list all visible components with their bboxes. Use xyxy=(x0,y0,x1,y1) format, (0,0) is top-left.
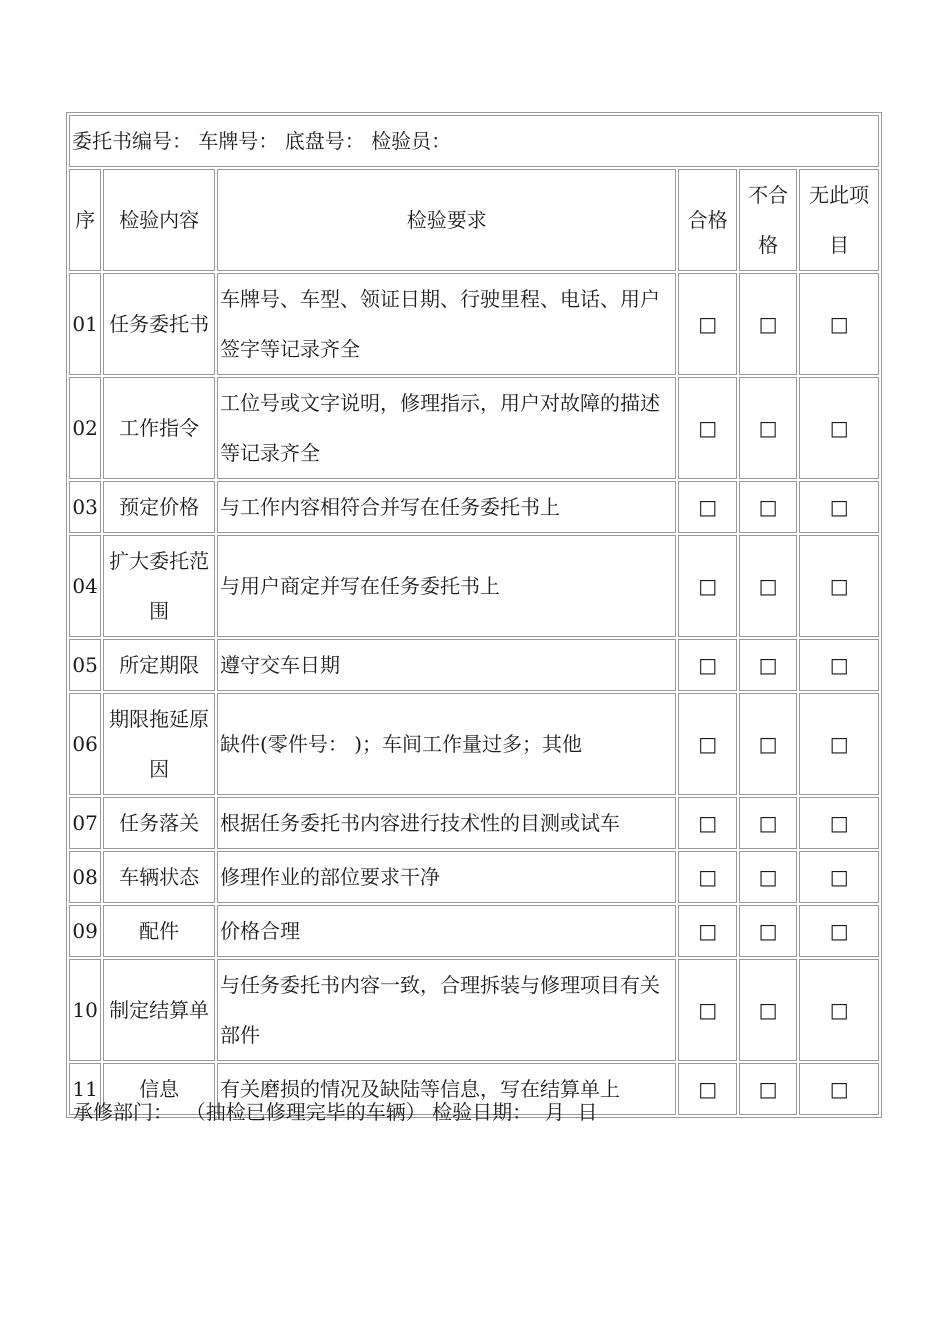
fail-checkbox[interactable]: □ xyxy=(739,377,797,479)
pass-checkbox[interactable]: □ xyxy=(678,535,736,637)
row-seq: 05 xyxy=(69,639,101,691)
table-row xyxy=(69,481,879,533)
row-seq: 04 xyxy=(69,535,101,637)
na-checkbox[interactable]: □ xyxy=(799,1063,879,1115)
row-inspection-content: 所定期限 xyxy=(103,639,215,691)
row-inspection-requirement: 有关磨损的情况及缺陆等信息，写在结算单上 xyxy=(217,1063,676,1115)
form-header-row xyxy=(69,115,879,167)
table-row xyxy=(69,905,879,957)
row-seq: 10 xyxy=(69,959,101,1061)
fail-checkbox[interactable]: □ xyxy=(739,535,797,637)
row-inspection-content: 配件 xyxy=(103,905,215,957)
na-checkbox[interactable]: □ xyxy=(799,535,879,637)
na-checkbox[interactable]: □ xyxy=(799,377,879,479)
table-row xyxy=(69,273,879,375)
row-inspection-content: 任务委托书 xyxy=(103,273,215,375)
row-inspection-requirement: 根据任务委托书内容进行技术性的目测或试车 xyxy=(217,797,676,849)
na-checkbox[interactable]: □ xyxy=(799,693,879,795)
row-seq: 09 xyxy=(69,905,101,957)
column-header-na: 无此项目 xyxy=(799,169,879,271)
row-inspection-content: 信息 xyxy=(103,1063,215,1115)
fail-checkbox[interactable]: □ xyxy=(739,959,797,1061)
row-inspection-content: 工作指令 xyxy=(103,377,215,479)
fail-checkbox[interactable]: □ xyxy=(739,905,797,957)
pass-checkbox[interactable]: □ xyxy=(678,797,736,849)
row-seq: 06 xyxy=(69,693,101,795)
table-row xyxy=(69,535,879,637)
row-inspection-content: 车辆状态 xyxy=(103,851,215,903)
na-checkbox[interactable]: □ xyxy=(799,851,879,903)
fail-checkbox[interactable]: □ xyxy=(739,273,797,375)
fail-checkbox[interactable]: □ xyxy=(739,797,797,849)
pass-checkbox[interactable]: □ xyxy=(678,905,736,957)
column-header-row xyxy=(69,169,879,271)
row-inspection-content: 任务落关 xyxy=(103,797,215,849)
column-header-requirement: 检验要求 xyxy=(217,169,676,271)
pass-checkbox[interactable]: □ xyxy=(678,481,736,533)
fail-checkbox[interactable]: □ xyxy=(739,481,797,533)
row-inspection-content: 预定价格 xyxy=(103,481,215,533)
na-checkbox[interactable]: □ xyxy=(799,273,879,375)
row-inspection-requirement: 与用户商定并写在任务委托书上 xyxy=(217,535,676,637)
row-inspection-requirement: 与任务委托书内容一致，合理拆装与修理项目有关部件 xyxy=(217,959,676,1061)
pass-checkbox[interactable]: □ xyxy=(678,959,736,1061)
fail-checkbox[interactable]: □ xyxy=(739,851,797,903)
column-header-seq: 序 xyxy=(69,169,101,271)
row-inspection-requirement: 遵守交车日期 xyxy=(217,639,676,691)
table-row xyxy=(69,797,879,849)
pass-checkbox[interactable]: □ xyxy=(678,273,736,375)
fail-checkbox[interactable]: □ xyxy=(739,1063,797,1115)
inspection-rows xyxy=(69,273,879,1115)
table-row xyxy=(69,959,879,1061)
table-row xyxy=(69,639,879,691)
row-inspection-content: 制定结算单 xyxy=(103,959,215,1061)
row-inspection-requirement: 与工作内容相符合并写在任务委托书上 xyxy=(217,481,676,533)
na-checkbox[interactable]: □ xyxy=(799,481,879,533)
form-header-line: 委托书编号： 车牌号： 底盘号： 检验员： xyxy=(69,115,879,167)
row-inspection-requirement: 价格合理 xyxy=(217,905,676,957)
pass-checkbox[interactable]: □ xyxy=(678,851,736,903)
inspection-form-table xyxy=(66,112,882,1118)
na-checkbox[interactable]: □ xyxy=(799,905,879,957)
row-seq: 03 xyxy=(69,481,101,533)
table-row xyxy=(69,377,879,479)
row-inspection-requirement: 车牌号、车型、领证日期、行驶里程、电话、用户签字等记录齐全 xyxy=(217,273,676,375)
table-row xyxy=(69,851,879,903)
pass-checkbox[interactable]: □ xyxy=(678,377,736,479)
column-header-pass: 合格 xyxy=(678,169,736,271)
row-inspection-requirement: 缺件(零件号： )；车间工作量过多；其他 xyxy=(217,693,676,795)
row-seq: 01 xyxy=(69,273,101,375)
row-seq: 07 xyxy=(69,797,101,849)
na-checkbox[interactable]: □ xyxy=(799,797,879,849)
row-seq: 02 xyxy=(69,377,101,479)
column-header-fail: 不合格 xyxy=(739,169,797,271)
row-inspection-requirement: 修理作业的部位要求干净 xyxy=(217,851,676,903)
na-checkbox[interactable]: □ xyxy=(799,639,879,691)
row-seq: 08 xyxy=(69,851,101,903)
column-header-content: 检验内容 xyxy=(103,169,215,271)
row-seq: 11 xyxy=(69,1063,101,1115)
form-footer: 承修部门： （抽检已修理完毕的车辆） 检验日期： 月 日 xyxy=(73,1100,598,1124)
fail-checkbox[interactable]: □ xyxy=(739,693,797,795)
pass-checkbox[interactable]: □ xyxy=(678,1063,736,1115)
table-row xyxy=(69,693,879,795)
row-inspection-requirement: 工位号或文字说明，修理指示，用户对故障的描述等记录齐全 xyxy=(217,377,676,479)
pass-checkbox[interactable]: □ xyxy=(678,639,736,691)
na-checkbox[interactable]: □ xyxy=(799,959,879,1061)
row-inspection-content: 扩大委托范围 xyxy=(103,535,215,637)
fail-checkbox[interactable]: □ xyxy=(739,639,797,691)
pass-checkbox[interactable]: □ xyxy=(678,693,736,795)
row-inspection-content: 期限拖延原因 xyxy=(103,693,215,795)
